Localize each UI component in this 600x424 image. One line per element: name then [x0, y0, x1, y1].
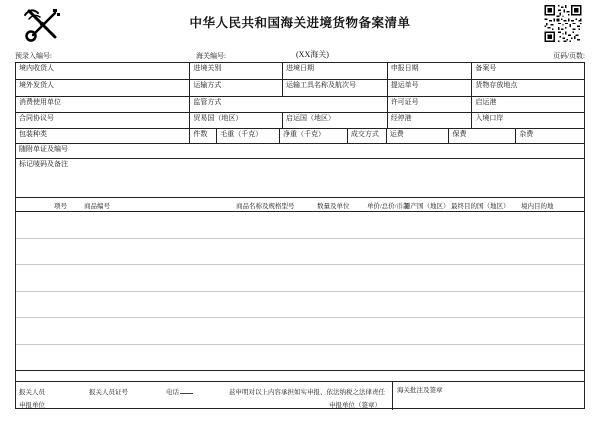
form-title: 中华人民共和国海关进境货物备案清单 — [189, 16, 411, 30]
contract-no-field — [16, 113, 190, 128]
pre-entry-no-label: 预录入编号: — [15, 52, 52, 60]
attached-documents-label: 随附单证及编号 — [19, 145, 68, 153]
customs-endorsement-cell — [393, 382, 584, 410]
signature-section — [16, 382, 584, 410]
goods-empty-row — [16, 265, 584, 292]
declarant-id-label: 报关人员证号 — [89, 389, 128, 396]
stopover-port-field — [388, 113, 473, 128]
declare-date-label: 申报日期 — [390, 64, 419, 72]
overseas-shipper-label: 境外发货人 — [19, 81, 54, 89]
goods-empty-row — [16, 239, 584, 266]
insurance-label: 保费 — [452, 130, 467, 138]
departure-country-label: 启运国（地区） — [286, 114, 336, 122]
goods-col-destination-country: 最终目的国（地区） — [451, 203, 510, 210]
attached-documents-field — [16, 144, 584, 158]
goods-col-domestic-destination: 境内目的地 — [521, 203, 554, 210]
freight-label: 运费 — [389, 130, 404, 138]
transaction-mode-label: 成交方式 — [350, 130, 379, 138]
declaring-unit-seal-label: 申报单位（签章） — [329, 402, 381, 409]
supervision-mode-field — [190, 97, 387, 112]
entry-customs-field — [190, 63, 283, 79]
customs-no-label: 海关编号: — [196, 52, 226, 60]
license-no-field — [388, 97, 473, 112]
spacer-row — [16, 371, 584, 382]
goods-location-field — [472, 80, 584, 96]
consignee-field — [16, 63, 190, 79]
record-no-label: 备案号 — [475, 64, 497, 72]
consignee-label: 境内收货人 — [19, 64, 54, 72]
transport-name-voyage-field — [283, 80, 388, 96]
marks-remarks-label: 标记唛码及备注 — [19, 160, 68, 168]
goods-location-label: 货物存放地点 — [475, 81, 518, 89]
gross-weight-label: 毛重（千克） — [220, 130, 263, 138]
entry-date-label: 进境日期 — [286, 64, 315, 72]
supervision-mode-label: 监管方式 — [193, 98, 222, 106]
phone-blank-line — [180, 387, 193, 394]
gross-weight-field — [217, 129, 280, 143]
entry-date-field — [283, 63, 388, 79]
goods-empty-row — [16, 292, 584, 319]
packages-label: 件数 — [193, 130, 208, 138]
marks-remarks-field — [16, 159, 584, 197]
record-no-field — [472, 63, 584, 79]
declaration-table — [15, 62, 585, 409]
entry-customs-label: 进境关别 — [193, 64, 222, 72]
departure-port-field — [472, 97, 584, 112]
info-row-1 — [16, 63, 584, 80]
bill-no-label: 提运单号 — [390, 81, 419, 89]
phone-text: 电话 — [166, 389, 179, 396]
license-no-label: 许可证号 — [390, 98, 419, 106]
trade-country-field — [190, 113, 283, 128]
goods-col-commodity-code: 商品编号 — [84, 203, 110, 210]
goods-col-origin-country: 原产国（地区） — [404, 203, 450, 210]
goods-table-header — [16, 198, 584, 212]
bill-no-field — [388, 80, 473, 96]
goods-empty-row — [16, 345, 584, 372]
freight-field — [387, 129, 450, 143]
departure-port-label: 启运港 — [475, 98, 497, 106]
goods-table-body — [16, 212, 584, 371]
declaration-statement: 兹申明对以上内容承担如实申报、依法纳税之法律责任 — [229, 389, 385, 396]
stopover-port-label: 经停港 — [390, 114, 412, 122]
packing-type-field — [16, 129, 190, 143]
info-row-4 — [16, 113, 584, 129]
declarant-label: 报关人员 — [19, 389, 45, 396]
declaring-unit-label: 申报单位 — [19, 402, 45, 409]
misc-fees-label: 杂费 — [519, 130, 534, 138]
goods-col-item-no: 项号 — [54, 203, 67, 210]
goods-col-quantity-unit: 数量及单位 — [317, 203, 350, 210]
net-weight-field — [280, 129, 348, 143]
packages-field — [190, 129, 217, 143]
entry-port-field — [472, 113, 584, 128]
contract-no-label: 合同协议号 — [19, 114, 54, 122]
consumer-unit-label: 消费使用单位 — [19, 98, 61, 106]
info-row-2 — [16, 80, 584, 97]
info-row-6 — [16, 144, 584, 159]
goods-empty-row — [16, 212, 584, 239]
declarant-section — [16, 382, 393, 410]
qr-code — [543, 5, 583, 42]
phone-label — [166, 387, 193, 396]
transport-name-voyage-label: 运输工具名称及航次号 — [286, 81, 357, 89]
transport-mode-label: 运输方式 — [193, 81, 222, 89]
misc-fees-field — [516, 129, 584, 143]
departure-country-field — [283, 113, 388, 128]
pages-label: 页码/页数: — [553, 52, 585, 60]
goods-col-price-currency: 单价/总价/币制 — [367, 203, 410, 210]
info-row-5 — [16, 129, 584, 144]
info-row-7 — [16, 159, 584, 198]
customs-office-label: (XX海关) — [296, 50, 329, 59]
info-row-3 — [16, 97, 584, 113]
transaction-mode-field — [348, 129, 387, 143]
declare-date-field — [388, 63, 473, 79]
customs-endorsement-label: 海关批注及签章 — [397, 387, 443, 394]
overseas-shipper-field — [16, 80, 190, 96]
entry-port-label: 入境口岸 — [475, 114, 504, 122]
packing-type-label: 包装种类 — [19, 130, 47, 138]
consumer-unit-field — [16, 97, 190, 112]
net-weight-label: 净重（千克） — [283, 130, 326, 138]
goods-empty-row — [16, 318, 584, 345]
goods-col-name-spec: 商品名称及规格型号 — [236, 203, 295, 210]
trade-country-label: 贸易国（地区） — [193, 114, 243, 122]
insurance-field — [449, 129, 516, 143]
transport-mode-field — [190, 80, 283, 96]
